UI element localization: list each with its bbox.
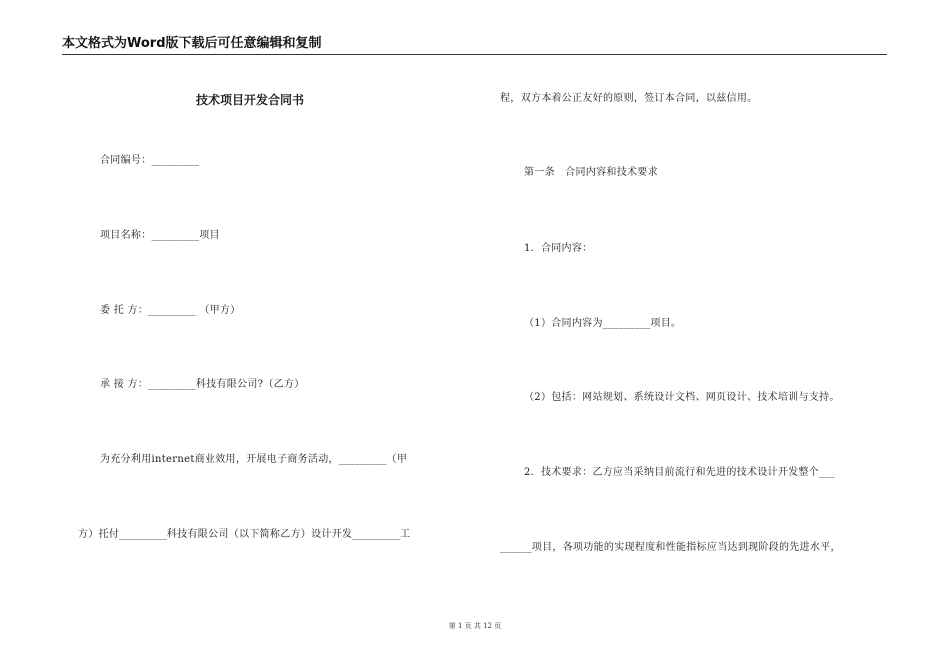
contract-title: 技术项目开发合同书 [196, 93, 305, 107]
client-party-line: 委 托 方：_________ （甲方） [100, 305, 241, 316]
project-name-line: 项目名称：_________项目 [100, 230, 220, 241]
article-1-item-2-line-2: ______项目，各项功能的实现程度和性能指标应当达到现阶段的先进水平， [500, 542, 841, 553]
preamble-line-3: 程，双方本着公正友好的原则，签订本合同，以兹信用。 [500, 93, 758, 104]
document-banner [62, 36, 887, 55]
article-1-item-1-2: （2）包括：网站规划、系统设计文档、网页设计、技术培训与支持。 [524, 392, 840, 403]
article-1-title: 第一条 合同内容和技术要求 [524, 167, 658, 178]
article-1-item-1-1: （1）合同内容为_________项目。 [524, 318, 682, 329]
page-indicator: 第 1 页 共 12 页 [448, 622, 502, 630]
contract-number-line: 合同编号：_________ [100, 155, 200, 166]
article-1-item-2-line-1: 2．技术要求：乙方应当采纳目前流行和先进的技术设计开发整个___ [524, 467, 835, 478]
preamble-line-2: 方）托付_________科技有限公司（以下简称乙方）设计开发_________工 [78, 529, 411, 540]
contractor-party-line: 承 接 方：_________科技有限公司?（乙方） [100, 379, 305, 390]
article-1-item-1: 1．合同内容： [524, 243, 593, 254]
banner-text: 本文格式为Word版下载后可任意编辑和复制 [62, 36, 322, 51]
preamble-line-1: 为充分利用internet商业效用，开展电子商务活动，_________（甲 [100, 454, 408, 465]
